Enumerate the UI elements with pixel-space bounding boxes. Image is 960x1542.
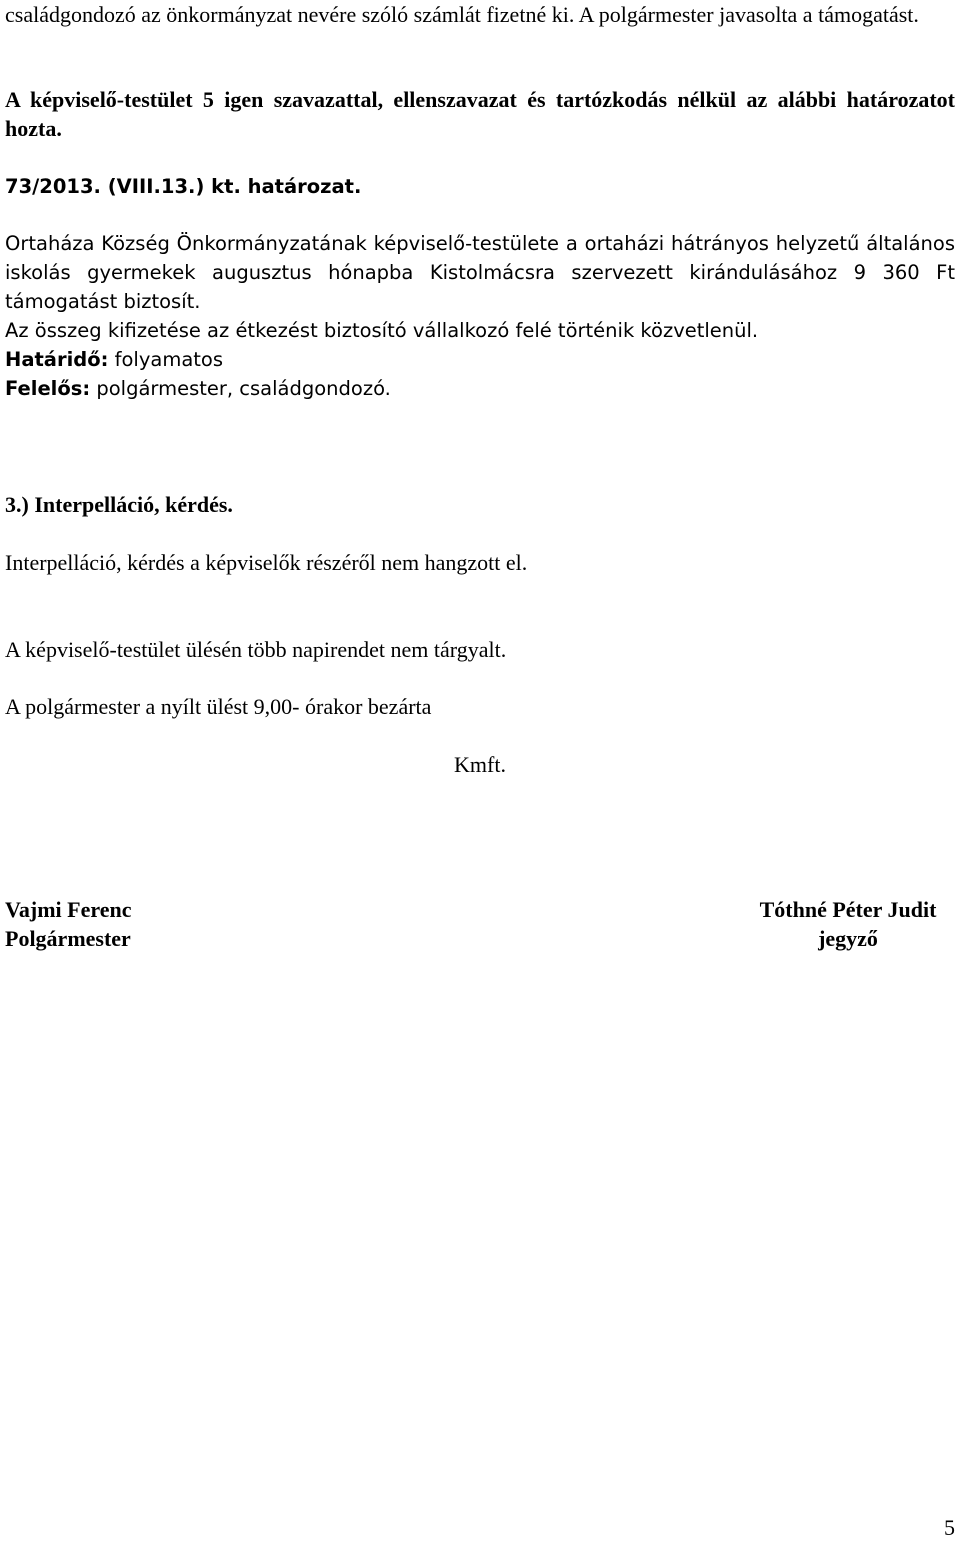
resolution-title: 73/2013. (VIII.13.) kt. határozat. bbox=[5, 175, 362, 198]
closing-text: A polgármester a nyílt ülést 9,00- órakor bezárta bbox=[5, 694, 432, 719]
signature-left bbox=[5, 895, 131, 953]
deadline-line bbox=[5, 345, 955, 374]
no-more-items-text: A képviselő-testület ülésén több napirendet nem tárgyalt. bbox=[5, 637, 507, 662]
responsible-label: Felelős: bbox=[5, 377, 91, 400]
page-number: 5 bbox=[944, 1515, 955, 1540]
deadline-value: folyamatos bbox=[114, 348, 224, 371]
signature-left-title: Polgármester bbox=[5, 926, 131, 951]
signature-right-name: Tóthné Péter Judit bbox=[759, 897, 937, 922]
signature-right-title: jegyző bbox=[818, 926, 878, 951]
paragraph-payment-proposal: családgondozó az önkormányzat nevére szóló számlát fizetné ki. A polgármester javasolta a támogatást. bbox=[5, 2, 919, 27]
section-heading: 3.) Interpelláció, kérdés. bbox=[5, 492, 233, 517]
kmft-text: Kmft. bbox=[454, 752, 506, 777]
responsible-value: polgármester, családgondozó. bbox=[96, 377, 391, 400]
resolution-text: Ortaháza Község Önkormányzatának képviselő-testülete a ortaházi hátrányos helyzetű általános iskolás gyermekek augusztus hónapba Kistolmácsra szervezett kirándulásához 9 360 Ft támogatást biztosít. bbox=[5, 232, 955, 313]
payment-text: Az összeg kifizetése az étkezést biztosító vállalkozó felé történik közvetlenül. bbox=[5, 319, 759, 342]
responsible-line bbox=[5, 374, 955, 403]
signature-left-name: Vajmi Ferenc bbox=[5, 897, 132, 922]
vote-paragraph: A képviselő-testület 5 igen szavazattal, ellenszavazat és tartózkodás nélkül az alábbi határozatot hozta. bbox=[5, 87, 955, 141]
interpellation-text: Interpelláció, kérdés a képviselők részéről nem hangzott el. bbox=[5, 550, 528, 575]
deadline-label: Határidő: bbox=[5, 348, 109, 371]
signature-right bbox=[743, 895, 953, 953]
